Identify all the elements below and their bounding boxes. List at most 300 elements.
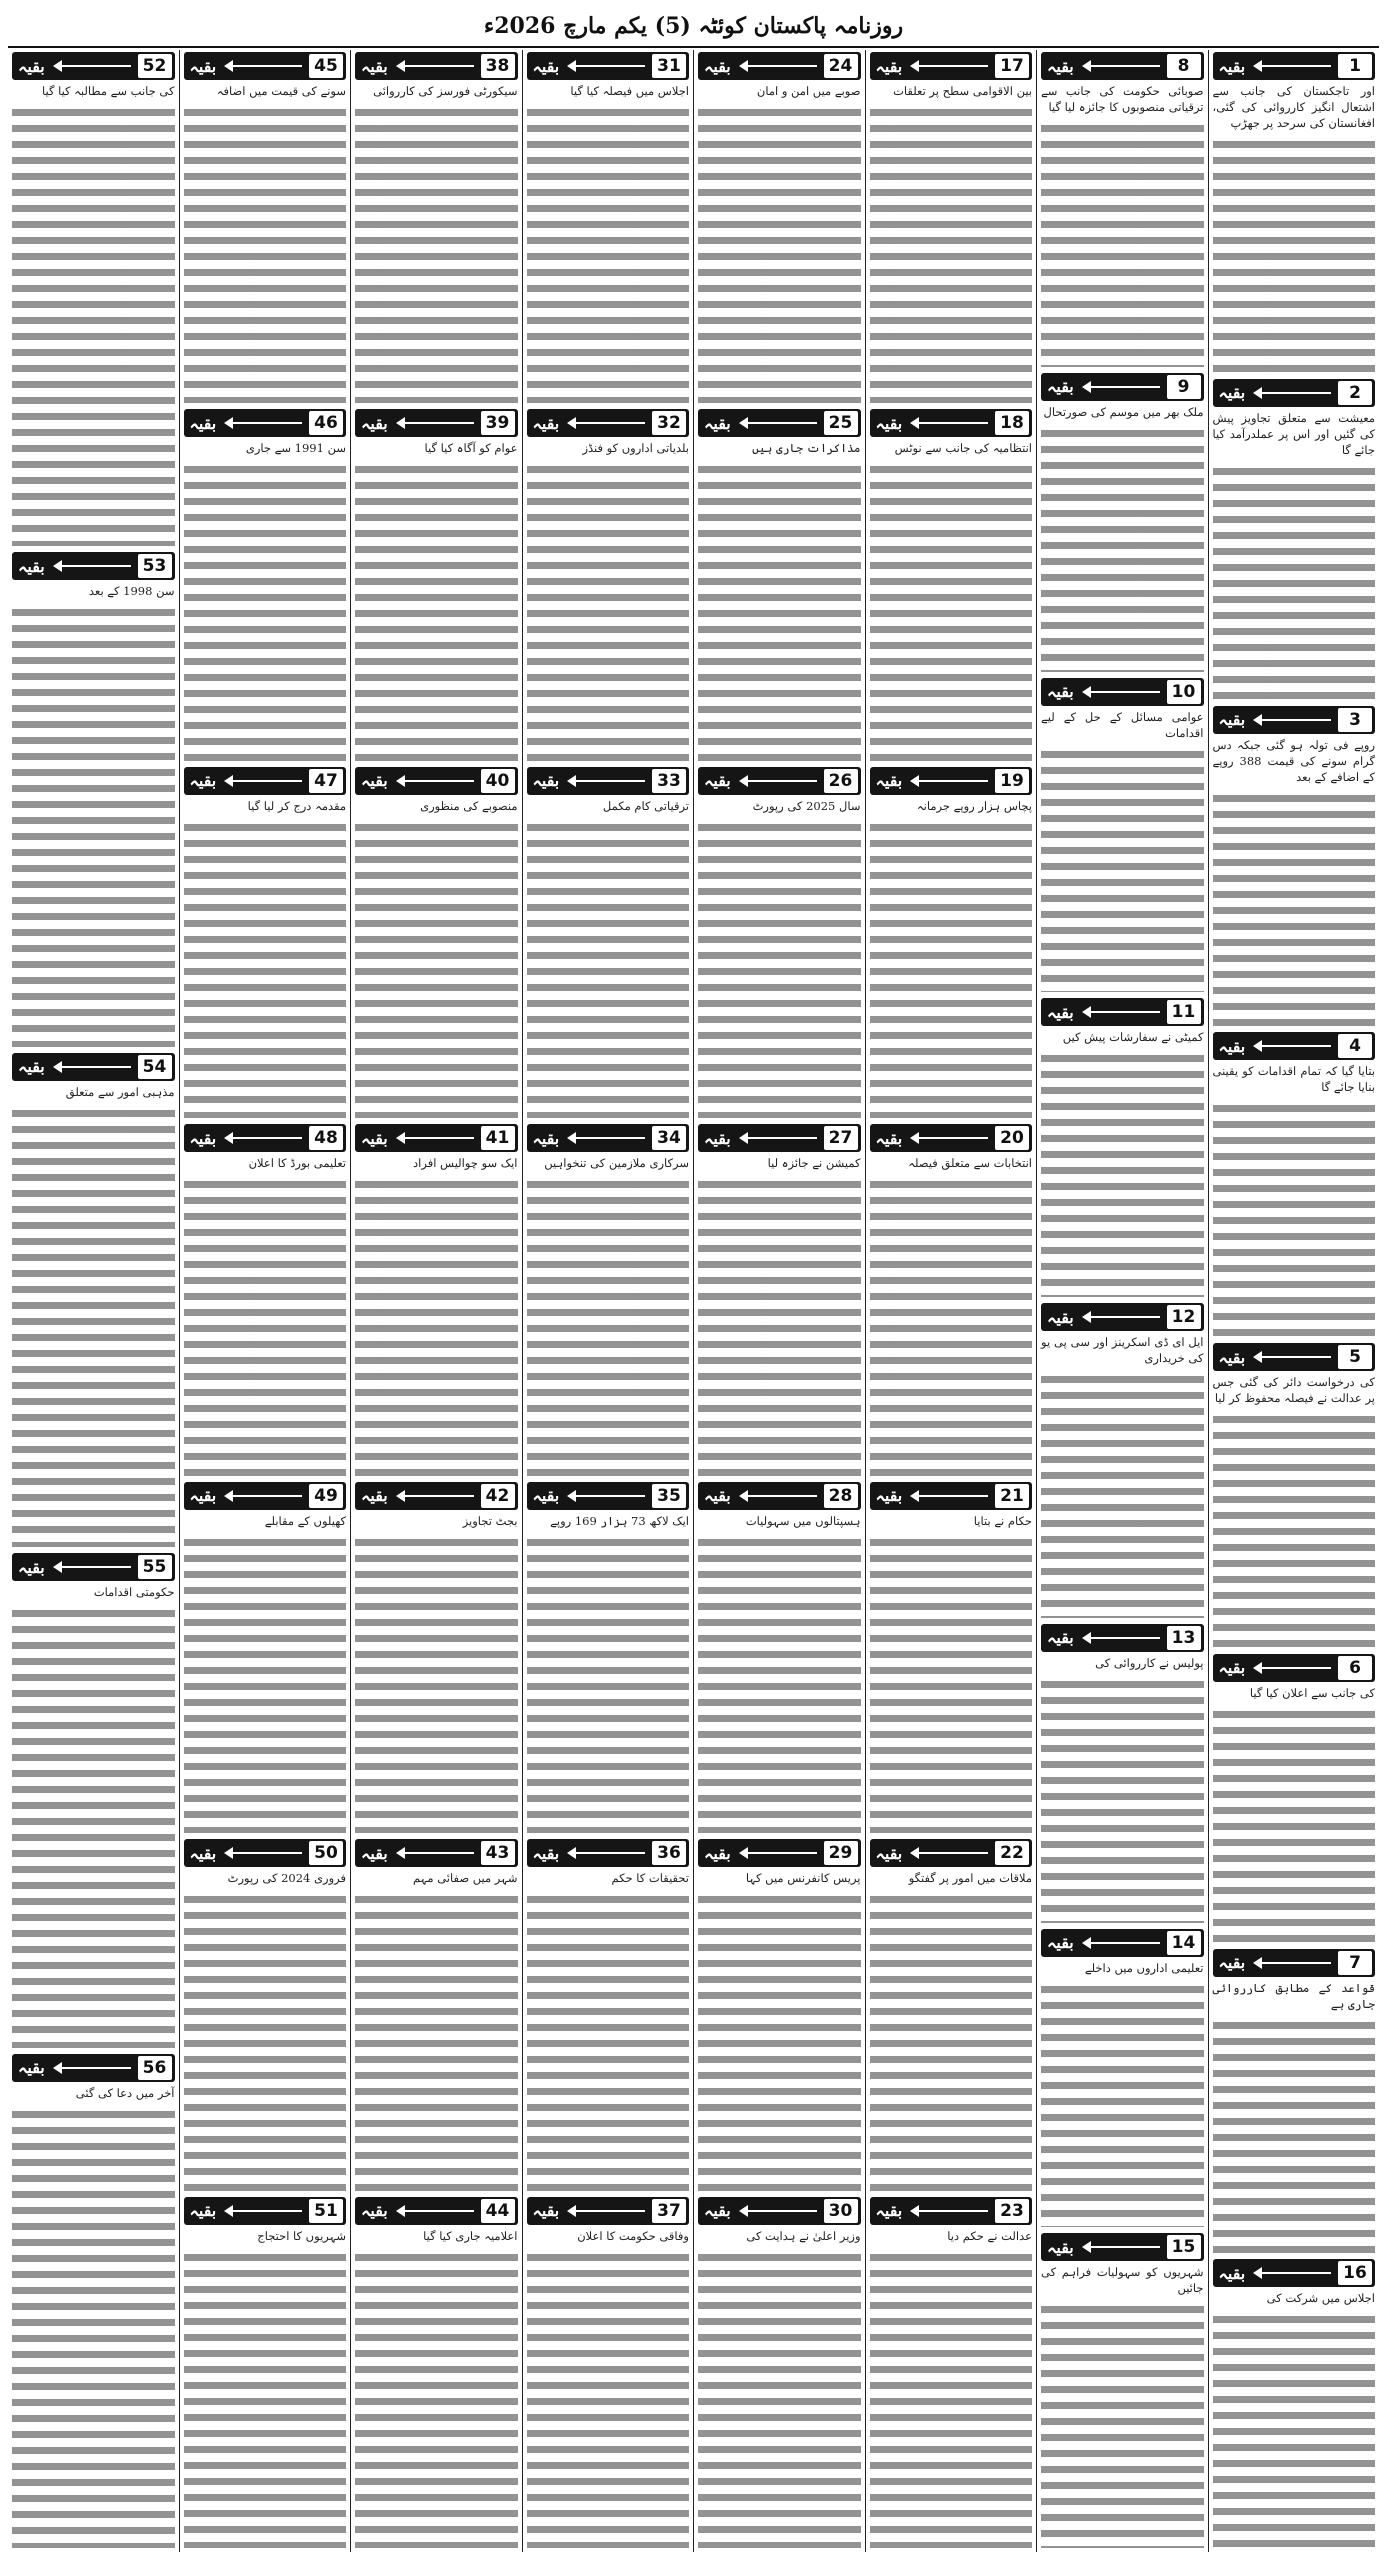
continuation-text: سیکورٹی فورسز کی کارروائی <box>373 84 518 98</box>
article-body-text <box>527 1535 690 1833</box>
continuation-header <box>870 409 1033 437</box>
continuation-block <box>184 1122 347 1171</box>
arrow-icon <box>912 780 988 782</box>
continuation-label: بقیہ <box>1218 1036 1246 1056</box>
continuation-number: 7 <box>1338 1951 1372 1975</box>
article-body-text <box>355 1892 518 2190</box>
text-lines <box>870 820 1033 1118</box>
continuation-block <box>1213 1947 1376 2012</box>
continuation-block <box>527 407 690 456</box>
column-4 <box>693 50 865 2552</box>
continuation-label: بقیہ <box>704 1128 731 1148</box>
continuation-text: تعلیمی اداروں میں داخلے <box>1084 1960 1204 1975</box>
continuation-label: بقیہ <box>1218 1347 1246 1367</box>
continuation-label: بقیہ <box>189 1843 217 1863</box>
continuation-label: بقیہ <box>1218 2263 1246 2283</box>
continuation-text: بین الاقوامی سطح پر تعلقات <box>893 84 1032 98</box>
arrow-icon <box>912 1495 988 1497</box>
continuation-number: 8 <box>1167 54 1201 78</box>
continuation-block <box>527 765 690 814</box>
continuation-block <box>1041 676 1204 741</box>
arrow-icon <box>226 780 302 782</box>
continuation-number: 52 <box>138 54 172 78</box>
continuation-number: 5 <box>1338 1345 1372 1369</box>
continuation-number: 56 <box>138 2056 172 2080</box>
continuation-number: 16 <box>1338 2261 1372 2285</box>
continuation-block <box>698 765 861 814</box>
continuation-header <box>1041 1929 1204 1957</box>
continuation-text: کھیلوں کے مقابلے <box>264 1513 346 1528</box>
article-body-text <box>1041 426 1204 672</box>
article-body-text <box>184 1535 347 1833</box>
continuation-number: 1 <box>1338 54 1372 78</box>
article-body-text <box>1213 791 1376 1027</box>
continuation-header <box>527 1482 690 1510</box>
continuation-header <box>355 767 518 795</box>
text-lines <box>12 1606 175 2047</box>
article-body-text <box>698 2250 861 2548</box>
text-lines <box>698 1535 861 1833</box>
article-body-text <box>355 1535 518 1833</box>
article-body-text <box>527 1892 690 2190</box>
continuation-header <box>1213 1032 1376 1060</box>
text-lines <box>355 820 518 1118</box>
continuation-header <box>355 1839 518 1867</box>
text-lines <box>184 1535 347 1833</box>
masthead <box>8 6 1379 48</box>
continuation-number: 15 <box>1167 2235 1201 2259</box>
continuation-text: کمیٹی نے سفارشات پیش کیں <box>1062 1030 1204 1045</box>
continuation-label: بقیہ <box>361 771 388 791</box>
text-lines <box>12 605 175 1046</box>
arrow-icon <box>569 422 645 424</box>
text-lines <box>1041 1677 1204 1923</box>
text-lines <box>527 105 690 403</box>
continuation-text: ملک بھر میں موسم کی صورتحال <box>1043 404 1204 419</box>
article-body-text <box>527 820 690 1118</box>
continuation-block <box>1041 371 1204 420</box>
continuation-text: شہریوں کا احتجاج <box>257 2228 346 2243</box>
continuation-header <box>1041 998 1204 1026</box>
continuation-label: بقیہ <box>189 56 217 76</box>
arrow-icon <box>398 1852 474 1854</box>
continuation-header <box>1213 1949 1376 1977</box>
article-body-text <box>870 462 1033 760</box>
text-lines <box>355 1177 518 1475</box>
continuation-block <box>355 2195 518 2244</box>
text-lines <box>12 2107 175 2548</box>
continuation-number: 6 <box>1338 1656 1372 1680</box>
continuation-text: اعلامیہ جاری کیا گیا <box>423 2228 518 2243</box>
continuation-label: بقیہ <box>1047 1933 1074 1952</box>
article-body-text <box>12 1106 175 1547</box>
text-lines <box>698 820 861 1118</box>
text-lines <box>184 1892 347 2190</box>
continuation-text: صوبائی حکومت کی جانب سے ترقیاتی منصوبوں کا جائزہ لیا گیا <box>1041 84 1204 114</box>
column-6 <box>350 50 522 2552</box>
continuation-header <box>12 52 175 80</box>
continuation-header <box>355 2197 518 2225</box>
continuation-text: وفاقی حکومت کا اعلان <box>577 2228 689 2243</box>
continuation-block <box>184 50 347 99</box>
continuation-header <box>870 767 1033 795</box>
text-lines <box>527 2250 690 2548</box>
continuation-text: فروری 2024 کی رپورٹ <box>227 1871 346 1886</box>
arrow-icon <box>1084 2246 1160 2248</box>
arrow-icon <box>398 1495 474 1497</box>
text-lines <box>184 105 347 403</box>
continuation-text: بتایا گیا کہ تمام اقدامات کو یقینی بنایا جائے گا <box>1212 1064 1375 1095</box>
continuation-header <box>870 1124 1033 1152</box>
arrow-icon <box>1255 719 1331 721</box>
continuation-block <box>355 1122 518 1171</box>
continuation-label: بقیہ <box>704 771 731 791</box>
text-lines <box>1213 2018 1376 2254</box>
continuation-block <box>12 550 175 599</box>
continuation-text: سال 2025 کی رپورٹ <box>752 798 861 813</box>
continuation-block <box>527 50 690 99</box>
arrow-icon <box>569 65 645 67</box>
continuation-block <box>184 407 347 456</box>
text-lines <box>1213 137 1376 373</box>
continuation-text: پولیس نے کارروائی کی <box>1095 1655 1204 1670</box>
continuation-block <box>527 1837 690 1886</box>
continuation-label: بقیہ <box>189 413 217 433</box>
continuation-text: سونے کی قیمت میں اضافہ <box>216 84 346 98</box>
arrow-icon <box>1084 691 1160 693</box>
text-lines <box>527 462 690 760</box>
masthead-title: روزنامہ پاکستان کوئٹہ (5) یکم مارچ 2026ء <box>483 13 904 39</box>
continuation-text: ایک لاکھ 73 ہزار 169 روپے <box>550 1513 689 1528</box>
continuation-label: بقیہ <box>532 1486 560 1506</box>
arrow-icon <box>569 1852 645 1854</box>
continuation-block <box>527 2195 690 2244</box>
arrow-icon <box>1084 386 1160 388</box>
continuation-block <box>1041 1927 1204 1976</box>
continuation-number: 26 <box>824 769 858 793</box>
continuation-header <box>1041 2233 1204 2261</box>
arrow-icon <box>569 2210 645 2212</box>
continuation-number: 32 <box>652 411 686 435</box>
continuation-block <box>355 407 518 456</box>
article-body-text <box>355 820 518 1118</box>
article-body-text <box>527 1177 690 1475</box>
continuation-block <box>1213 50 1376 131</box>
article-body-text <box>870 105 1033 403</box>
article-body-text <box>1213 2312 1376 2548</box>
arrow-icon <box>741 1137 817 1139</box>
continuation-header <box>698 767 861 795</box>
article-body-text <box>870 1177 1033 1475</box>
continuation-header <box>698 409 861 437</box>
article-body-text <box>1041 121 1204 367</box>
continuation-text: اجلاس میں فیصلہ کیا گیا <box>570 84 689 98</box>
continuation-block <box>870 50 1033 99</box>
text-lines <box>1041 747 1204 993</box>
article-body-text <box>1213 137 1376 373</box>
continuation-label: بقیہ <box>875 1128 903 1148</box>
article-body-text <box>1041 747 1204 993</box>
continuation-header <box>870 2197 1033 2225</box>
continuation-header <box>355 52 518 80</box>
arrow-icon <box>741 2210 817 2212</box>
continuation-block <box>870 765 1033 814</box>
continuation-block <box>184 2195 347 2244</box>
continuation-text: سن 1991 سے جاری <box>245 441 346 456</box>
continuation-text: عدالت نے حکم دیا <box>947 2228 1032 2243</box>
arrow-icon <box>741 780 817 782</box>
continuation-text: کی جانب سے اعلان کیا گیا <box>1249 1685 1375 1700</box>
continuation-text: مذہبی امور سے متعلق <box>65 1084 175 1099</box>
continuation-block <box>1213 1030 1376 1095</box>
continuation-header <box>1041 1303 1204 1331</box>
continuation-text: معیشت سے متعلق تجاویز پیش کی گئیں اور اس پر عملدرآمد کیا جائے گا <box>1212 410 1375 457</box>
continuation-header <box>527 2197 690 2225</box>
text-lines <box>184 1177 347 1475</box>
continuation-header <box>184 1839 347 1867</box>
continuation-label: بقیہ <box>1218 1658 1246 1678</box>
text-lines <box>1213 1707 1376 1943</box>
text-lines <box>1213 1101 1376 1337</box>
continuation-header <box>527 1839 690 1867</box>
text-lines <box>1041 1982 1204 2228</box>
article-body-text <box>1213 1101 1376 1337</box>
article-body-text <box>527 462 690 760</box>
continuation-header <box>1213 52 1376 80</box>
continuation-block <box>1213 1652 1376 1701</box>
arrow-icon <box>1255 65 1331 67</box>
continuation-number: 3 <box>1338 708 1372 732</box>
text-lines <box>355 105 518 403</box>
continuation-label: بقیہ <box>532 771 560 791</box>
continuation-block <box>1041 1301 1204 1366</box>
continuation-header <box>527 52 690 80</box>
continuation-number: 30 <box>824 2199 858 2223</box>
continuation-number: 41 <box>481 1126 515 1150</box>
arrow-icon <box>1084 1942 1160 1944</box>
continuation-block <box>1213 2257 1376 2306</box>
continuation-number: 33 <box>652 769 686 793</box>
continuation-header <box>1213 1654 1376 1682</box>
column-7 <box>179 50 351 2552</box>
text-lines <box>527 1892 690 2190</box>
continuation-header <box>12 1553 175 1581</box>
column-3 <box>865 50 1037 2552</box>
arrow-icon <box>55 1566 131 1568</box>
continuation-block <box>355 1480 518 1529</box>
continuation-number: 53 <box>138 554 172 578</box>
arrow-icon <box>741 65 817 67</box>
article-body-text <box>1213 1707 1376 1943</box>
arrow-icon <box>1084 1316 1160 1318</box>
article-body-text <box>870 820 1033 1118</box>
arrow-icon <box>1255 1356 1331 1358</box>
article-body-text <box>1213 2018 1376 2254</box>
continuation-number: 34 <box>652 1126 686 1150</box>
continuation-label: بقیہ <box>532 2201 560 2221</box>
continuation-block <box>1041 1622 1204 1671</box>
continuation-header <box>870 1482 1033 1510</box>
continuation-header <box>1041 52 1204 80</box>
continuation-label: بقیہ <box>875 1843 903 1863</box>
article-body-text <box>870 1892 1033 2190</box>
arrow-icon <box>1255 1667 1331 1669</box>
continuation-header <box>1213 2259 1376 2287</box>
column-2 <box>1036 50 1208 2552</box>
arrow-icon <box>1255 1045 1331 1047</box>
continuation-label: بقیہ <box>532 56 560 76</box>
continuation-header <box>527 1124 690 1152</box>
continuation-block <box>698 407 861 456</box>
continuation-number: 45 <box>309 54 343 78</box>
text-lines <box>698 462 861 760</box>
continuation-number: 20 <box>995 1126 1029 1150</box>
continuation-text: پریس کانفرنس میں کہا <box>745 1871 861 1886</box>
continuation-label: بقیہ <box>704 2201 731 2221</box>
text-lines <box>355 1535 518 1833</box>
continuation-header <box>355 1124 518 1152</box>
text-lines <box>1041 2302 1204 2548</box>
continuation-text: اجلاس میں شرکت کی <box>1266 2291 1375 2306</box>
continuation-header <box>698 2197 861 2225</box>
arrow-icon <box>741 1852 817 1854</box>
continuation-text: سن 1998 کے بعد <box>88 584 175 599</box>
continuation-block <box>698 2195 861 2244</box>
continuation-text: ملاقات میں امور پر گفتگو <box>908 1871 1032 1886</box>
arrow-icon <box>398 780 474 782</box>
continuation-label: بقیہ <box>532 413 560 433</box>
continuation-number: 37 <box>652 2199 686 2223</box>
continuation-block <box>1041 50 1204 115</box>
continuation-block <box>1213 1341 1376 1406</box>
text-lines <box>12 1106 175 1547</box>
continuation-header <box>698 52 861 80</box>
continuation-label: بقیہ <box>361 2201 388 2221</box>
continuation-number: 44 <box>481 2199 515 2223</box>
text-lines <box>698 1892 861 2190</box>
continuation-block <box>698 1122 861 1171</box>
continuation-label: بقیہ <box>361 56 388 76</box>
article-body-text <box>12 605 175 1046</box>
continuation-text: تحقیقات کا حکم <box>611 1871 689 1886</box>
continuation-number: 23 <box>995 2199 1029 2223</box>
continuation-number: 47 <box>309 769 343 793</box>
continuation-label: بقیہ <box>704 56 731 76</box>
continuation-block <box>698 1480 861 1529</box>
article-body-text <box>1041 1677 1204 1923</box>
continuation-number: 39 <box>481 411 515 435</box>
continuation-text: شہر میں صفائی مہم <box>413 1871 518 1886</box>
continuation-label: بقیہ <box>361 413 388 433</box>
continuation-header <box>184 1482 347 1510</box>
continuation-text: پچاس ہزار روپے جرمانہ <box>916 798 1032 813</box>
continuation-label: بقیہ <box>189 1486 217 1506</box>
continuation-header <box>12 1053 175 1081</box>
continuation-block <box>527 1122 690 1171</box>
continuation-header <box>184 767 347 795</box>
article-body-text <box>12 2107 175 2548</box>
arrow-icon <box>1255 1962 1331 1964</box>
continuation-block <box>355 1837 518 1886</box>
article-body-text <box>527 2250 690 2548</box>
continuation-label: بقیہ <box>875 1486 903 1506</box>
continuation-header <box>870 1839 1033 1867</box>
arrow-icon <box>398 2210 474 2212</box>
text-lines <box>1213 464 1376 700</box>
continuation-header <box>1213 706 1376 734</box>
text-lines <box>1213 1412 1376 1648</box>
continuation-text: حکام نے بتایا <box>973 1513 1032 1528</box>
continuation-text: روپے فی تولہ ہو گئی جبکہ دس گرام سونے کی قیمت 388 روپے کے اضافے کے بعد <box>1212 737 1376 784</box>
arrow-icon <box>226 422 302 424</box>
continuation-block <box>184 765 347 814</box>
article-body-text <box>184 462 347 760</box>
text-lines <box>870 1535 1033 1833</box>
continuation-block <box>12 1051 175 1100</box>
continuation-label: بقیہ <box>875 413 903 433</box>
continuation-header <box>12 552 175 580</box>
continuation-number: 38 <box>481 54 515 78</box>
continuation-number: 28 <box>824 1484 858 1508</box>
article-body-text <box>698 1177 861 1475</box>
continuation-number: 49 <box>309 1484 343 1508</box>
continuation-label: بقیہ <box>875 56 903 76</box>
text-lines <box>1041 1372 1204 1618</box>
continuation-number: 46 <box>309 411 343 435</box>
columns-container <box>8 50 1379 2552</box>
continuation-block <box>1041 2231 1204 2296</box>
arrow-icon <box>1084 1011 1160 1013</box>
continuation-header <box>184 1124 347 1152</box>
continuation-number: 4 <box>1338 1034 1372 1058</box>
text-lines <box>870 105 1033 403</box>
arrow-icon <box>55 565 131 567</box>
continuation-header <box>355 409 518 437</box>
arrow-icon <box>226 1137 302 1139</box>
continuation-label: بقیہ <box>18 1557 45 1577</box>
continuation-number: 22 <box>995 1841 1029 1865</box>
arrow-icon <box>741 1495 817 1497</box>
text-lines <box>184 2250 347 2548</box>
arrow-icon <box>55 1066 131 1068</box>
article-body-text <box>698 1892 861 2190</box>
continuation-text: عوام کو آگاہ کیا گیا <box>424 441 518 456</box>
continuation-header <box>1041 1624 1204 1652</box>
continuation-label: بقیہ <box>532 1128 560 1148</box>
continuation-header <box>1041 373 1204 401</box>
article-body-text <box>355 2250 518 2548</box>
continuation-number: 21 <box>995 1484 1029 1508</box>
continuation-label: بقیہ <box>361 1128 388 1148</box>
continuation-block <box>870 1122 1033 1171</box>
continuation-text: حکومتی اقدامات <box>93 1585 175 1600</box>
continuation-number: 36 <box>652 1841 686 1865</box>
text-lines <box>355 462 518 760</box>
continuation-label: بقیہ <box>189 771 217 791</box>
text-lines <box>12 105 175 546</box>
text-lines <box>870 462 1033 760</box>
arrow-icon <box>398 1137 474 1139</box>
continuation-text: بلدیاتی اداروں کو فنڈز <box>582 441 689 456</box>
continuation-label: بقیہ <box>875 2201 903 2221</box>
continuation-header <box>527 767 690 795</box>
article-body-text <box>698 820 861 1118</box>
continuation-text: تعلیمی بورڈ کا اعلان <box>248 1156 346 1171</box>
continuation-header <box>355 1482 518 1510</box>
continuation-text: قواعد کے مطابق کارروائی جاری ہے <box>1212 1980 1375 2011</box>
continuation-header <box>527 409 690 437</box>
continuation-text: صوبے میں امن و امان <box>756 84 861 98</box>
